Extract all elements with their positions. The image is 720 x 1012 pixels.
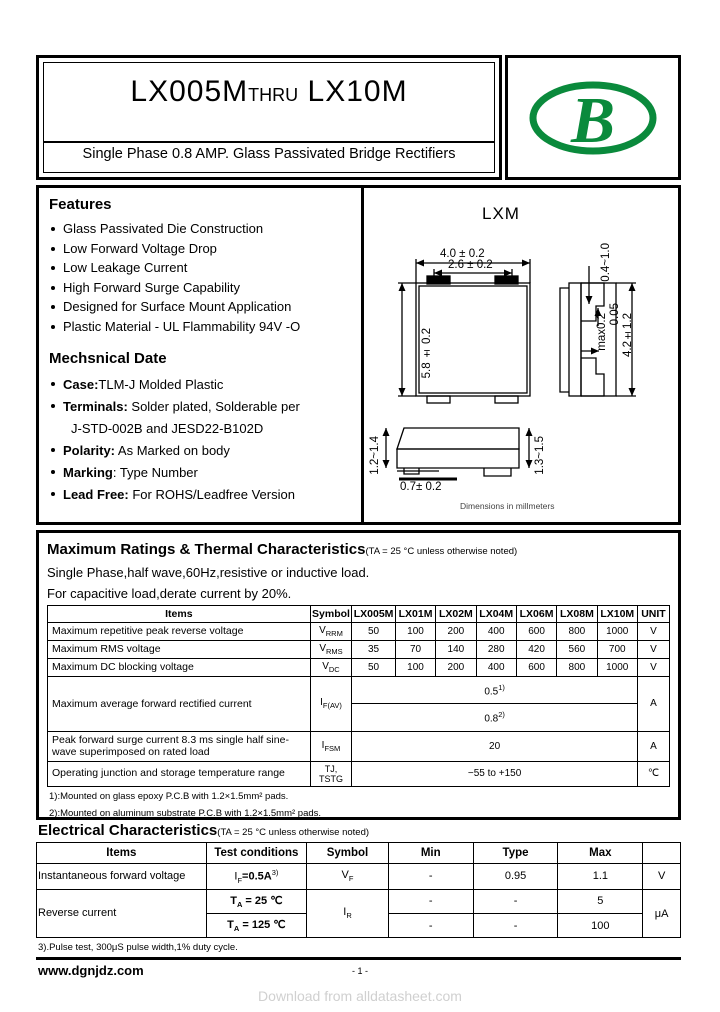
row-symbol: TJ, TSTG <box>310 761 352 786</box>
electrical-characteristics-section <box>36 822 681 954</box>
list-item: Plastic Material - UL Flammability 94V -O <box>49 317 361 337</box>
electrical-condition: (TA = 25 °C unless otherwise noted) <box>217 827 370 838</box>
mech-value: J-STD-002B and JESD22-B102D <box>71 421 264 436</box>
list-item <box>49 484 361 506</box>
mech-value: For ROHS/Leadfree Version <box>128 487 295 502</box>
package-drawing-panel <box>364 188 678 522</box>
title-divider <box>44 141 494 143</box>
table-row <box>37 889 681 913</box>
list-item: High Forward Surge Capability <box>49 278 361 298</box>
row-value: 140 <box>436 641 476 659</box>
row-value-span: −55 to +150 <box>352 761 638 786</box>
part-number-end: LX10M <box>307 75 408 108</box>
test-main: I <box>234 870 238 883</box>
row-value: 600 <box>516 623 556 641</box>
symbol-sub: RMS <box>325 647 343 656</box>
iav-note-1: 1) <box>498 683 505 692</box>
row-value-span <box>352 704 638 731</box>
ratings-note-2: 2):Mounted on aluminum substrate P.C.B with 1.2×1.5mm² pads. <box>49 807 322 819</box>
table-row <box>48 641 670 659</box>
row-symbol <box>310 641 352 659</box>
mechanical-list <box>49 374 361 506</box>
row-min: - <box>388 914 473 938</box>
ratings-heading-text: Maximum Ratings & Thermal Characteristics <box>47 541 366 558</box>
table-row <box>37 864 681 890</box>
maximum-ratings-section <box>36 530 681 820</box>
row-unit: A <box>637 731 669 761</box>
mech-value: TLM-J Molded Plastic <box>98 377 224 392</box>
logo-b-ellipse-icon <box>518 76 668 160</box>
ratings-note-1: 1):Mounted on glass epoxy P.C.B with 1.2×1.5mm² pads. <box>49 790 289 802</box>
list-item: Designed for Surface Mount Application <box>49 297 361 317</box>
row-unit: V <box>637 659 669 677</box>
row-unit: V <box>637 641 669 659</box>
watermark-text: Download from alldatasheet.com <box>258 988 462 1004</box>
table-header-row <box>48 606 670 623</box>
row-unit: ℃ <box>637 761 669 786</box>
test-sub: F <box>237 875 243 885</box>
dim-side-height-label: 4.2±1.2 <box>622 313 634 357</box>
footer-website-link[interactable]: www.dgnjdz.com <box>38 963 144 978</box>
mech-label: Terminals: <box>63 399 128 414</box>
features-drawing-panel <box>36 185 681 525</box>
col-unit <box>643 843 681 864</box>
dim-bottom-pad-label: 0.7± 0.2 <box>400 481 442 493</box>
list-item <box>49 374 361 396</box>
test-rest: =0.5A <box>242 870 272 883</box>
col-test-conditions: Test conditions <box>206 843 307 864</box>
ifsm-line-1: Peak forward surge current 8.3 ms single half sine- <box>52 733 289 746</box>
ratings-heading <box>47 541 670 558</box>
page-subtitle: Single Phase 0.8 AMP. Glass Passivated Bridge Rectifiers <box>82 146 456 162</box>
row-item: Maximum average forward rectified current <box>48 677 311 732</box>
row-value: 100 <box>395 623 435 641</box>
row-value: 800 <box>557 659 597 677</box>
mech-value: Solder plated, Solderable per <box>127 399 300 414</box>
symbol-sub: R <box>346 911 352 921</box>
row-value: 200 <box>436 659 476 677</box>
row-symbol <box>310 677 352 732</box>
company-logo <box>505 55 681 180</box>
mech-label: Case: <box>63 377 99 392</box>
row-value: 700 <box>597 641 637 659</box>
row-test-condition <box>206 864 307 890</box>
ifsm-line-2: wave superimposed on rated load <box>52 746 210 759</box>
row-test-condition <box>206 889 307 913</box>
table-row-iav-1 <box>48 677 670 704</box>
mech-value: : Type Number <box>112 465 198 480</box>
iav-value-2: 0.8 <box>484 713 499 725</box>
row-unit: A <box>637 677 669 732</box>
row-type: - <box>473 914 558 938</box>
col-unit: UNIT <box>637 606 669 623</box>
col-lx01m: LX01M <box>395 606 435 623</box>
ratings-line-1: Single Phase,half wave,60Hz,resistive or inductive load. <box>47 565 370 580</box>
test-rest: = 125 ℃ <box>239 919 286 932</box>
part-number-start: LX005M <box>130 75 249 108</box>
row-value: 1000 <box>597 623 637 641</box>
row-symbol <box>307 864 389 890</box>
mech-label: Polarity: <box>63 443 116 458</box>
col-type: Type <box>473 843 558 864</box>
symbol-main: V <box>322 661 329 672</box>
dim-side-max-label: max0.2 <box>596 313 608 351</box>
dim-bottom-left-label: 1.2~1.4 <box>369 436 381 475</box>
col-symbol: Symbol <box>307 843 389 864</box>
svg-text:B: B <box>570 83 616 157</box>
row-item: Instantaneous forward voltage <box>37 864 207 890</box>
col-lx04m: LX04M <box>476 606 516 623</box>
features-list <box>49 219 361 336</box>
row-value: 70 <box>395 641 435 659</box>
page-header <box>36 55 681 180</box>
row-value: 100 <box>395 659 435 677</box>
test-rest: = 25 ℃ <box>242 894 283 907</box>
row-item: Reverse current <box>37 889 207 937</box>
electrical-note: 3).Pulse test, 300μS pulse width,1% duty cycle. <box>38 942 238 954</box>
list-item: Low Forward Voltage Drop <box>49 239 361 259</box>
test-sub: A <box>233 924 240 934</box>
row-min: - <box>388 864 473 890</box>
row-value: 1000 <box>597 659 637 677</box>
symbol-main: V <box>319 625 326 636</box>
col-max: Max <box>558 843 643 864</box>
col-symbol: Symbol <box>310 606 352 623</box>
table-row <box>48 659 670 677</box>
test-sub: A <box>236 900 243 910</box>
page-number: - 1 - <box>351 966 368 976</box>
list-item <box>49 462 361 484</box>
symbol-sub: DC <box>328 665 340 674</box>
list-item <box>49 396 361 418</box>
table-row <box>48 731 670 761</box>
symbol-main: I <box>320 697 323 709</box>
row-value: 600 <box>516 659 556 677</box>
table-row <box>48 761 670 786</box>
features-panel <box>39 188 364 522</box>
row-value: 35 <box>352 641 396 659</box>
ratings-condition: (TA = 25 °C unless otherwise noted) <box>365 546 518 557</box>
col-lx02m: LX02M <box>436 606 476 623</box>
dim-side-small-label: 0.05 <box>609 303 621 326</box>
row-item: Operating junction and storage temperature range <box>48 761 311 786</box>
iav-note-2: 2) <box>498 710 505 720</box>
features-heading: Features <box>49 196 112 213</box>
mech-value: As Marked on body <box>115 443 230 458</box>
dim-width-inner: 2.6 ± 0.2 <box>448 259 493 271</box>
symbol-sub: RRM <box>325 629 343 638</box>
row-value: 800 <box>557 623 597 641</box>
footer-divider <box>36 957 681 960</box>
symbol-main: V <box>341 869 349 882</box>
iav-value-1: 0.5 <box>484 686 499 698</box>
row-value: 200 <box>436 623 476 641</box>
mechanical-heading: Mechsnical Date <box>49 350 167 367</box>
dim-height-label: 5.8 ± 0.2 <box>421 328 433 379</box>
test-main: T <box>227 919 234 932</box>
row-type: - <box>473 889 558 913</box>
dim-side-lead-label: 0.4~1.0 <box>600 243 612 282</box>
row-value: 420 <box>516 641 556 659</box>
symbol-sub: FSM <box>324 743 341 753</box>
symbol-sub: F <box>348 874 354 884</box>
row-value: 50 <box>352 659 396 677</box>
table-row <box>48 623 670 641</box>
title-box <box>36 55 502 180</box>
test-note: 3) <box>271 868 279 877</box>
row-type: 0.95 <box>473 864 558 890</box>
electrical-characteristics-table <box>36 842 681 938</box>
table-header-row <box>37 843 681 864</box>
row-unit: V <box>637 623 669 641</box>
col-lx08m: LX08M <box>557 606 597 623</box>
page-title <box>39 75 499 109</box>
symbol-main: I <box>343 906 347 919</box>
mech-label: Lead Free: <box>63 487 129 502</box>
row-value-span: 20 <box>352 731 638 761</box>
row-item: Maximum DC blocking voltage <box>48 659 311 677</box>
col-lx005m: LX005M <box>352 606 396 623</box>
list-item-continuation <box>49 418 361 440</box>
row-min: - <box>388 889 473 913</box>
drawing-footnote: Dimensions in millmeters <box>460 501 555 511</box>
package-name-label: LXM <box>482 204 520 223</box>
symbol-main: V <box>319 643 326 654</box>
dim-bottom-right-label: 1.3~1.5 <box>534 436 546 475</box>
row-symbol <box>310 731 352 761</box>
symbol-sub: F(AV) <box>322 701 342 711</box>
row-unit: V <box>643 864 681 890</box>
row-value: 560 <box>557 641 597 659</box>
ratings-line-2: For capacitive load,derate current by 20%. <box>47 586 292 601</box>
test-main: T <box>230 894 237 907</box>
row-item: Maximum repetitive peak reverse voltage <box>48 623 311 641</box>
row-item: Maximum RMS voltage <box>48 641 311 659</box>
row-symbol <box>307 889 389 937</box>
mech-label: Marking <box>63 465 113 480</box>
thru-label: THRU <box>248 85 299 105</box>
row-symbol <box>310 659 352 677</box>
row-value: 280 <box>476 641 516 659</box>
row-value: 400 <box>476 623 516 641</box>
list-item <box>49 440 361 462</box>
col-lx06m: LX06M <box>516 606 556 623</box>
row-symbol <box>310 623 352 641</box>
dim-width-outer: 4.0 ± 0.2 <box>440 248 485 260</box>
list-item: Low Leakage Current <box>49 258 361 278</box>
col-items: Items <box>37 843 207 864</box>
row-test-condition <box>206 914 307 938</box>
electrical-heading-text: Electrical Characteristics <box>38 822 218 839</box>
col-items: Items <box>48 606 311 623</box>
list-item: Glass Passivated Die Construction <box>49 219 361 239</box>
row-value: 50 <box>352 623 396 641</box>
electrical-heading <box>38 822 681 839</box>
row-max: 5 <box>558 889 643 913</box>
row-item <box>48 731 311 761</box>
col-lx10m: LX10M <box>597 606 637 623</box>
symbol-main: I <box>321 739 325 751</box>
col-min: Min <box>388 843 473 864</box>
row-value-span <box>352 677 638 704</box>
row-max: 100 <box>558 914 643 938</box>
row-max: 1.1 <box>558 864 643 890</box>
row-value: 400 <box>476 659 516 677</box>
maximum-ratings-table <box>47 605 670 787</box>
row-unit: μA <box>643 889 681 937</box>
